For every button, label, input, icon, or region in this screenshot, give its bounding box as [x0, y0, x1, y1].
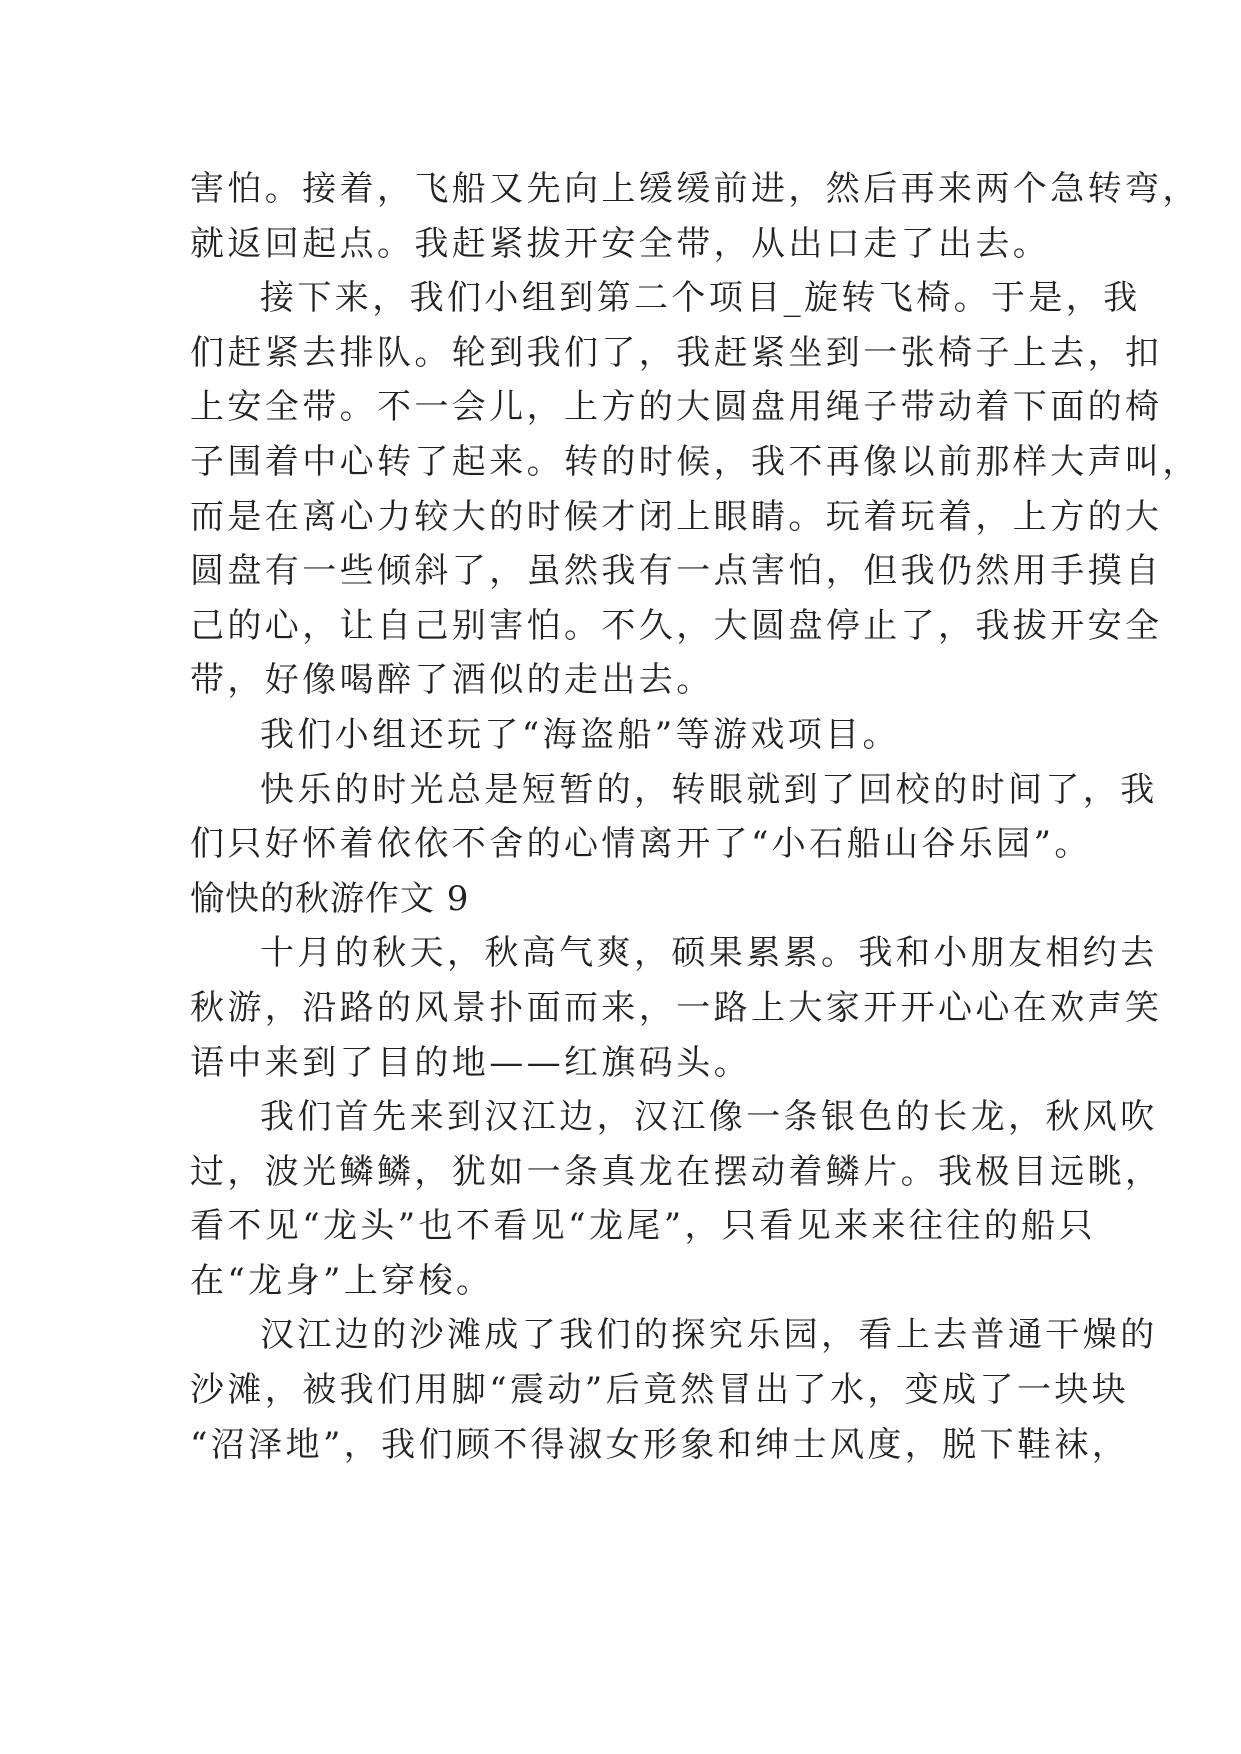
document-body: [190, 162, 1200, 1472]
text-line: 沙滩，被我们用脚“震动”后竟然冒出了水，变成了一块块: [190, 1370, 1130, 1411]
text-line: 害怕。接着，飞船又先向上缓缓前进，然后再来两个急转弯，: [190, 169, 1200, 209]
text-line: 子围着中心转了起来。转的时候，我不再像以前那样大声叫，: [190, 441, 1200, 482]
text-line: 们只好怀着依依不舍的心情离开了“小石船山谷乐园”。: [190, 824, 1092, 865]
paragraph-start-line: 我们首先来到汉江边，汉江像一条银色的长龙，秋风吹: [260, 1097, 1158, 1138]
text-line: 己的心，让自己别害怕。不久，大圆盘停止了，我拔开安全: [190, 605, 1163, 646]
text-line: “沼泽地”，我们顾不得淑女形象和绅士风度，脱下鞋袜，: [190, 1424, 1130, 1465]
text-line: 过，波光鳞鳞，犹如一条真龙在摆动着鳞片。我极目远眺，: [190, 1151, 1163, 1192]
text-line: 们赶紧去排队。轮到我们了，我赶紧坐到一张椅子上去，扣: [190, 332, 1163, 373]
text-line: 就返回起点。我赶紧拔开安全带，从出口走了出去。: [190, 223, 1051, 264]
text-line: 上安全带。不一会儿，上方的大圆盘用绳子带动着下面的椅: [190, 387, 1163, 428]
text-line: 看不见“龙头”也不看见“龙尾”，只看见来来往往的船只: [190, 1206, 1096, 1247]
text-line: 而是在离心力较大的时候才闭上眼睛。玩着玩着，上方的大: [190, 496, 1163, 537]
text-line: 带，好像喝醉了酒似的走出去。: [190, 660, 714, 701]
paragraph-start-line: 接下来，我们小组到第二个项目_旋转飞椅。于是，我: [260, 278, 1141, 319]
section-heading: 愉快的秋游作文 9: [190, 878, 470, 919]
text-line: 秋游，沿路的风景扑面而来，一路上大家开开心心在欢声笑: [190, 987, 1163, 1028]
paragraph-start-line: 我们小组还玩了“海盗船”等游戏项目。: [260, 714, 900, 755]
paragraph-start-line: 十月的秋天，秋高气爽，硕果累累。我和小朋友相约去: [260, 933, 1158, 974]
paragraph-start-line: 快乐的时光总是短暂的，转眼就到了回校的时间了，我: [260, 769, 1158, 810]
paragraph-start-line: 汉江边的沙滩成了我们的探究乐园，看上去普通干燥的: [260, 1315, 1158, 1356]
text-line: 在“龙身”上穿梭。: [190, 1260, 494, 1301]
text-line: 圆盘有一些倾斜了，虽然我有一点害怕，但我仍然用手摸自: [190, 551, 1163, 592]
text-line: 语中来到了目的地——红旗码头。: [190, 1042, 751, 1083]
